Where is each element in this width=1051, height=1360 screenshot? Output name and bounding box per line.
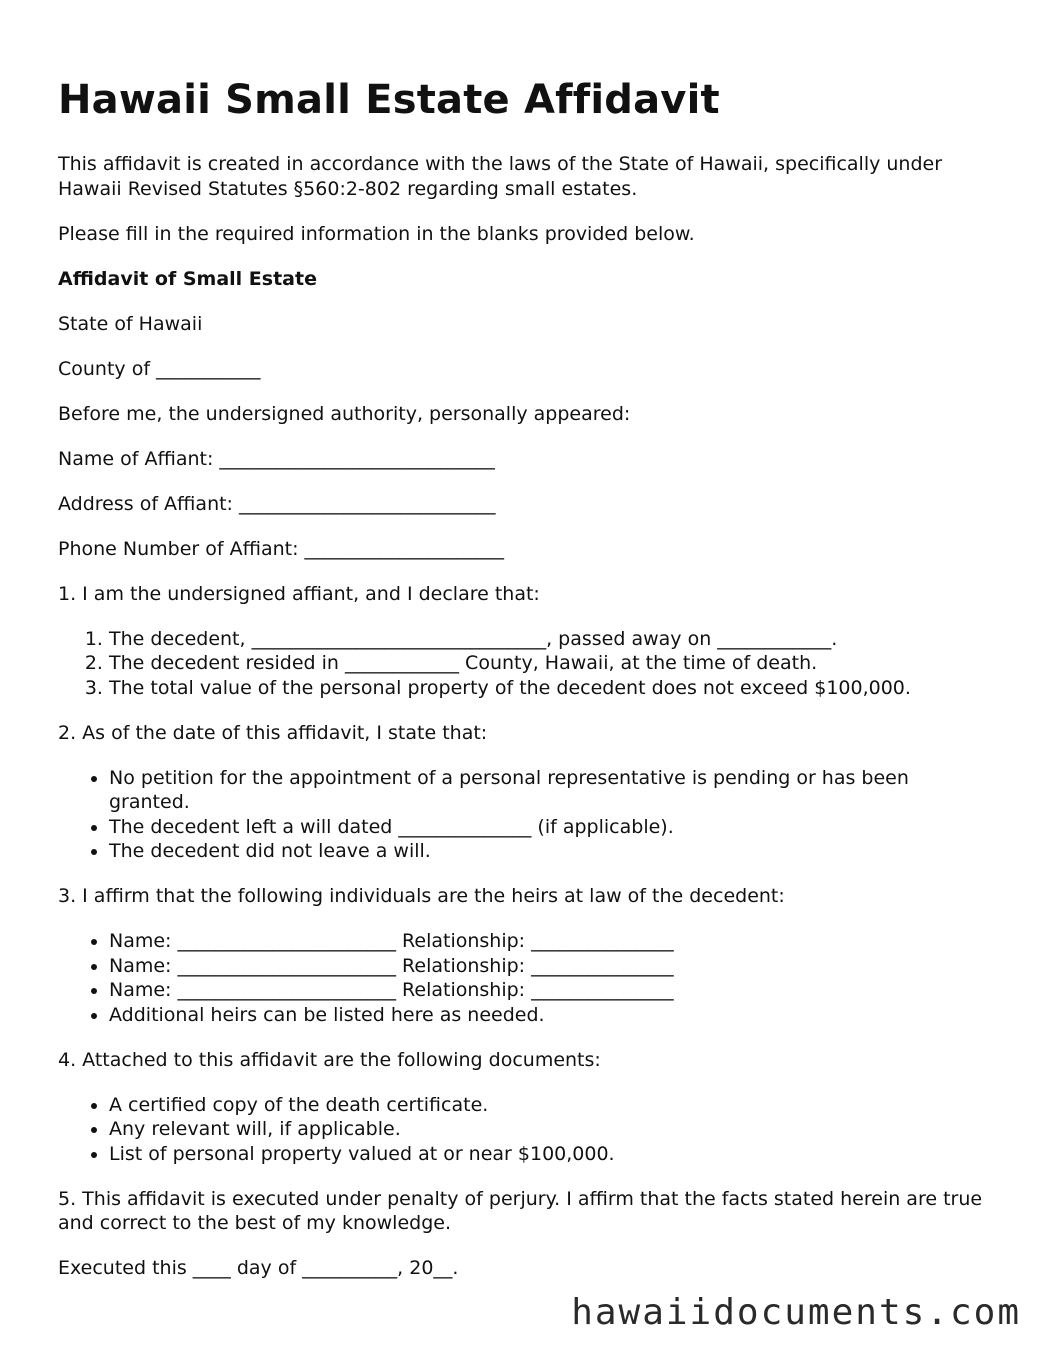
instructions-paragraph: Please fill in the required information in the blanks provided below.	[58, 222, 695, 245]
list-item: • Name: _______________________ Relationship: _______________	[109, 929, 993, 954]
state-line: State of Hawaii	[58, 312, 203, 335]
section-5-text: 5. This affidavit is executed under penalty of perjury. I affirm that the facts stated herein are true and correct to the best of my knowledge.	[58, 1187, 983, 1234]
list-item: 2. The decedent resided in ____________ County, Hawaii, at the time of death.	[109, 651, 993, 676]
executed-line: Executed this ____ day of __________, 20__.	[58, 1257, 459, 1279]
section-1-list	[58, 627, 993, 701]
watermark: hawaiidocuments.com	[571, 1292, 1021, 1333]
section-4-text: 4. Attached to this affidavit are the following documents:	[58, 1048, 601, 1071]
list-item: • Name: _______________________ Relationship: _______________	[109, 954, 993, 979]
section-3-text: 3. I affirm that the following individuals are the heirs at law of the decedent:	[58, 885, 785, 907]
list-item: • Name: _______________________ Relationship: _______________	[109, 978, 993, 1003]
section-4-list	[58, 1093, 993, 1167]
document-body	[58, 152, 993, 1301]
appeared-line: Before me, the undersigned authority, personally appeared:	[58, 402, 631, 425]
section-2-list	[58, 766, 993, 864]
list-item: • The decedent left a will dated ______________ (if applicable).	[109, 815, 993, 840]
intro-paragraph: This affidavit is created in accordance with the laws of the State of Hawaii, specifically under Hawaii Revised Statutes §560:2-802 regarding small estates.	[58, 153, 943, 200]
list-item: • No petition for the appointment of a personal representative is pending or has been granted.	[109, 766, 993, 815]
list-item: 3. The total value of the personal property of the decedent does not exceed $100,000.	[109, 676, 993, 701]
document-title: Hawaii Small Estate Affidavit	[58, 77, 720, 123]
list-item: • A certified copy of the death certificate.	[109, 1093, 993, 1118]
list-item: • List of personal property valued at or near $100,000.	[109, 1142, 993, 1167]
section-3-list	[58, 929, 993, 1027]
affiant-phone-line: Phone Number of Affiant: _____________________	[58, 537, 505, 560]
list-item: • The decedent did not leave a will.	[109, 839, 993, 864]
list-item: 1. The decedent, _______________________________, passed away on ____________.	[109, 627, 993, 652]
list-item: • Additional heirs can be listed here as needed.	[109, 1003, 993, 1028]
affiant-address-line: Address of Affiant: ___________________________	[58, 492, 496, 515]
list-item: • Any relevant will, if applicable.	[109, 1117, 993, 1142]
affiant-name-line: Name of Affiant: _____________________________	[58, 447, 495, 470]
county-line: County of ___________	[58, 357, 261, 380]
section-2-text: 2. As of the date of this affidavit, I state that:	[58, 721, 488, 744]
section-heading: Affidavit of Small Estate	[58, 267, 317, 290]
section-1-text: 1. I am the undersigned affiant, and I declare that:	[58, 582, 540, 605]
